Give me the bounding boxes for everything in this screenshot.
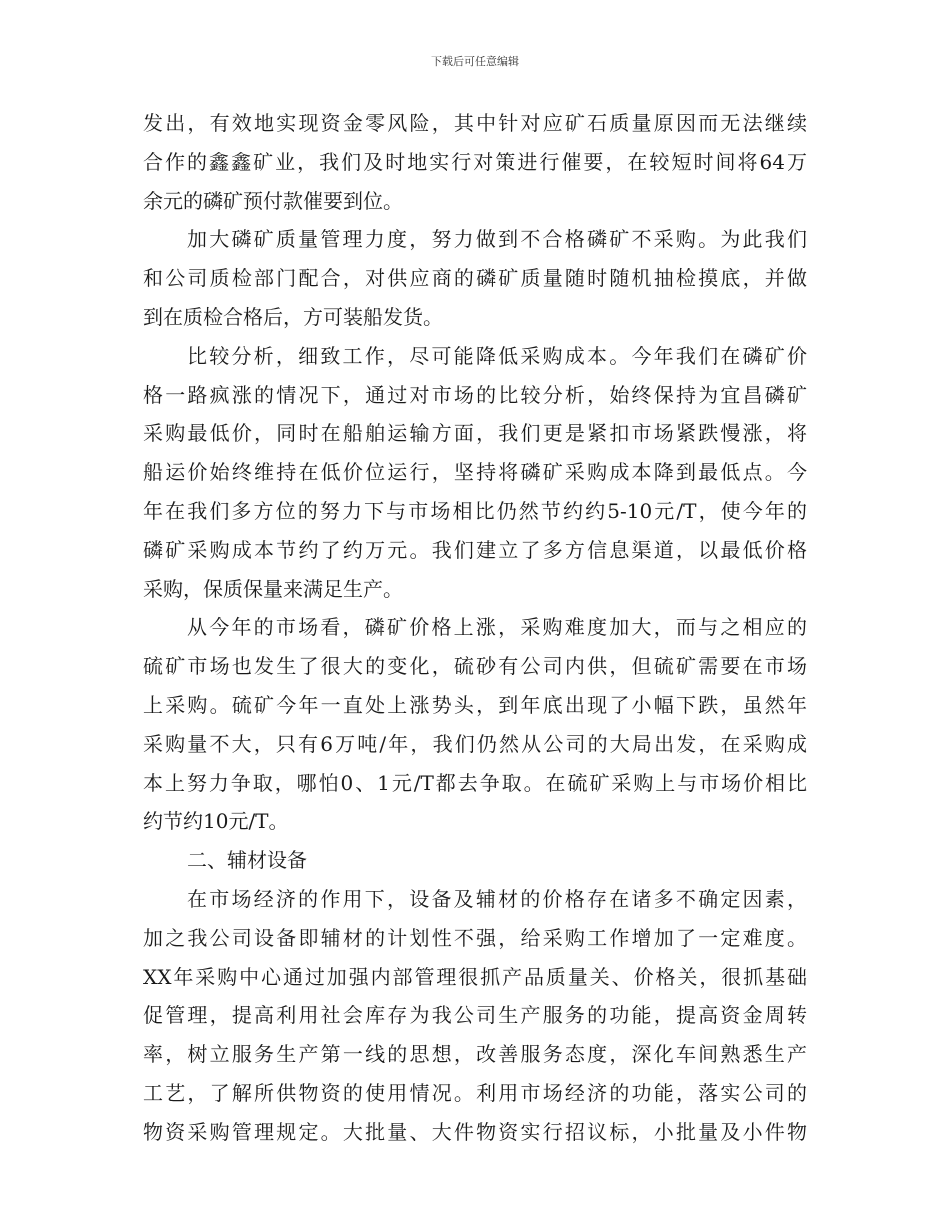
text-line: 采购，保质保量来满足生产。 <box>143 576 403 601</box>
page-header: 下载后可任意编辑 <box>431 55 519 68</box>
text-line: 率，树立服务生产第一线的思想，改善服务态度，深化车间熟悉生产 <box>143 1042 807 1067</box>
text-line: XX年采购中心通过加强内部管理很抓产品质量关、价格关，很抓基础 <box>143 964 807 989</box>
text-line: 比较分析，细致工作，尽可能降低采购成本。今年我们在磷矿价 <box>187 343 807 368</box>
document-body <box>143 104 807 1152</box>
text-line: 本上努力争取，哪怕0、1元/T都去争取。在硫矿采购上与市场价相比 <box>143 770 807 795</box>
text-line: 到在质检合格后，方可装船发货。 <box>143 304 443 329</box>
text-line: 采购最低价，同时在船舶运输方面，我们更是紧扣市场紧跌慢涨，将 <box>143 421 807 446</box>
text-line: 约节约10元/T。 <box>143 809 289 834</box>
text-line: 磷矿采购成本节约了约万元。我们建立了多方信息渠道，以最低价格 <box>143 537 807 562</box>
text-line: 余元的磷矿预付款催要到位。 <box>143 188 403 213</box>
text-line: 物资采购管理规定。大批量、大件物资实行招议标，小批量及小件物 <box>143 1119 807 1144</box>
text-line: 合作的鑫鑫矿业，我们及时地实行对策进行催要，在较短时间将64万 <box>143 149 807 174</box>
text-line: 加大磷矿质量管理力度，努力做到不合格磷矿不采购。为此我们 <box>187 227 807 252</box>
text-line: 在市场经济的作用下，设备及辅材的价格存在诸多不确定因素， <box>187 886 807 911</box>
text-line: 硫矿市场也发生了很大的变化，硫砂有公司内供，但硫矿需要在市场 <box>143 654 807 679</box>
text-line: 发出，有效地实现资金零风险，其中针对应矿石质量原因而无法继续 <box>143 111 807 135</box>
text-line: 船运价始终维持在低价位运行，坚持将磷矿采购成本降到最低点。今 <box>143 460 807 485</box>
text-line: 年在我们多方位的努力下与市场相比仍然节约约5-10元/T，使今年的 <box>143 498 807 523</box>
text-line: 加之我公司设备即辅材的计划性不强，给采购工作增加了一定难度。 <box>143 925 807 950</box>
text-line: 采购量不大，只有6万吨/年，我们仍然从公司的大局出发，在采购成 <box>143 731 807 756</box>
text-line: 从今年的市场看，磷矿价格上涨，采购难度加大，而与之相应的 <box>187 615 807 640</box>
text-line: 格一路疯涨的情况下，通过对市场的比较分析，始终保持为宜昌磷矿 <box>143 382 807 407</box>
text-line: 促管理，提高利用社会库存为我公司生产服务的功能，提高资金周转 <box>143 1003 807 1028</box>
text-line: 上采购。硫矿今年一直处上涨势头，到年底出现了小幅下跌，虽然年 <box>143 692 807 717</box>
text-line: 工艺，了解所供物资的使用情况。利用市场经济的功能，落实公司的 <box>143 1080 807 1105</box>
text-line: 和公司质检部门配合，对供应商的磷矿质量随时随机抽检摸底，并做 <box>143 266 807 291</box>
text-line: 二、辅材设备 <box>187 848 307 873</box>
